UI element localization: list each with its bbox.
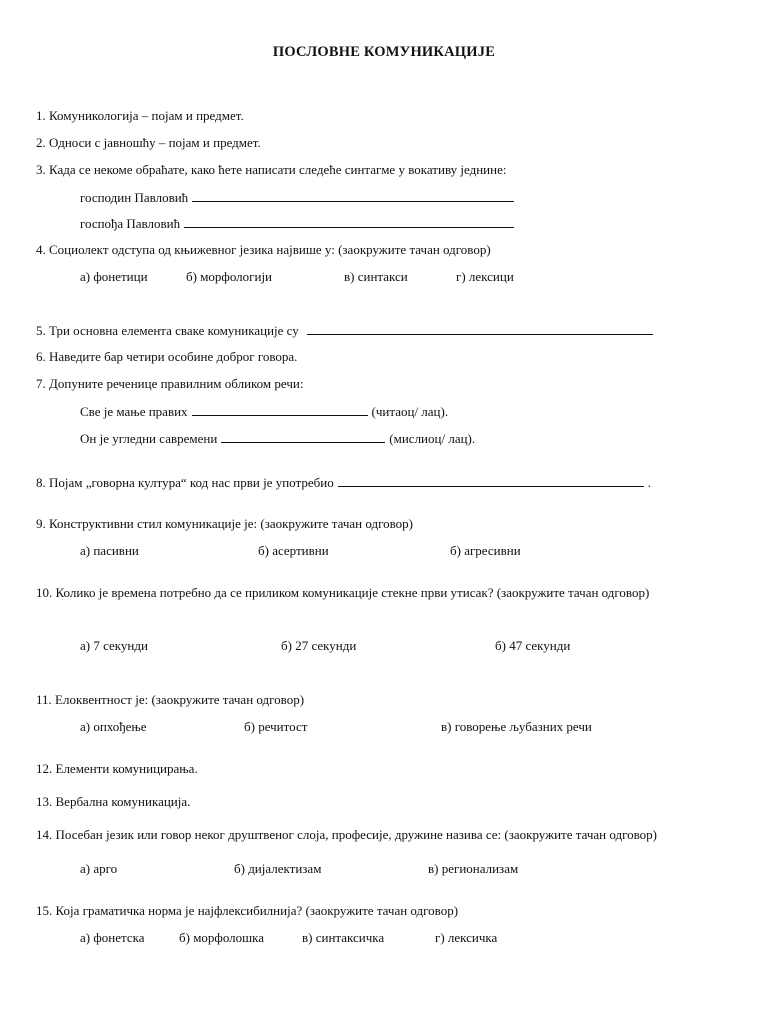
question-3-item-b (80, 215, 518, 232)
question-7-item-b-hint: (мислиоц/ лац). (389, 431, 476, 446)
question-14-option-c[interactable]: в) регионализам (428, 861, 519, 876)
question-7: 7. Допуните реченице правилним обликом речи: (36, 376, 304, 391)
question-4: 4. Социолект одступа од књижевног језика највише у: (заокружите тачан одговор) (36, 242, 491, 257)
question-7-item-a-text: Све је мање правих (80, 404, 188, 419)
question-10-option-a[interactable]: а) 7 секунди (80, 638, 148, 653)
question-15: 15. Која граматичка норма је најфлексибилнија? (заокружите тачан одговор) (36, 903, 459, 918)
question-15-option-b[interactable]: б) морфолошка (179, 930, 265, 945)
question-11-option-c[interactable]: в) говорење љубазних речи (441, 719, 592, 734)
question-14-option-b[interactable]: б) дијалектизам (234, 861, 322, 876)
question-7-item-b-text: Он је угледни савремени (80, 431, 218, 446)
question-10-option-c[interactable]: б) 47 секунди (495, 638, 571, 653)
question-12: 12. Елементи комуницирања. (36, 761, 198, 776)
question-1: 1. Комуникологија – појам и предмет. (36, 108, 244, 123)
question-15-option-d[interactable]: г) лексичка (435, 930, 498, 945)
answer-blank[interactable] (184, 215, 514, 228)
question-9: 9. Конструктивни стил комуникације је: (заокружите тачан одговор) (36, 516, 413, 531)
question-4-option-d[interactable]: г) лексици (456, 269, 514, 284)
question-4-option-a[interactable]: а) фонетици (80, 269, 148, 284)
question-14: 14. Посебан језик или говор неког друштвеног слоја, професије, дружине назива се: (заокружите тачан одговор) (36, 827, 657, 842)
question-11: 11. Елоквентност је: (заокружите тачан одговор) (36, 692, 305, 707)
answer-blank[interactable] (221, 430, 385, 443)
question-10: 10. Колико је времена потребно да се приликом комуникације стекне први утисак? (заокружите тачан одговор) (36, 585, 650, 600)
question-7-item-a-hint: (читаоц/ лац). (371, 404, 449, 419)
question-4-option-b[interactable]: б) морфологији (186, 269, 273, 284)
question-4-option-c[interactable]: в) синтакси (344, 269, 408, 284)
question-11-option-a[interactable]: а) опхођење (80, 719, 147, 734)
question-3-item-a-label: господин Павловић (80, 190, 189, 205)
question-9-option-c[interactable]: б) агресивни (450, 543, 521, 558)
answer-blank[interactable] (192, 189, 514, 202)
question-15-option-c[interactable]: в) синтаксичка (302, 930, 385, 945)
question-3-item-b-label: госпођа Павловић (80, 216, 181, 231)
question-10-option-b[interactable]: б) 27 секунди (281, 638, 357, 653)
question-2: 2. Односи с јавношћу – појам и предмет. (36, 135, 261, 150)
answer-blank[interactable] (192, 403, 368, 416)
question-3: 3. Када се некоме обраћате, како ћете написати следеће синтагме у вокативу једнине: (36, 162, 507, 177)
question-7-item-b (80, 430, 475, 447)
question-8-text: 8. Појам „говорна култура“ код нас први је употребио (36, 475, 334, 490)
question-14-option-a[interactable]: а) арго (80, 861, 118, 876)
question-3-item-a (80, 189, 518, 206)
question-13: 13. Вербална комуникација. (36, 794, 191, 809)
answer-blank[interactable] (338, 474, 644, 487)
question-9-option-b[interactable]: б) асертивни (258, 543, 329, 558)
question-5 (36, 322, 657, 339)
question-8 (36, 474, 651, 491)
answer-blank[interactable] (307, 322, 653, 335)
question-6: 6. Наведите бар четири особине доброг говора. (36, 349, 298, 364)
question-5-text: 5. Три основна елемента сваке комуникације су (36, 323, 299, 338)
page-title: ПОСЛОВНЕ КОМУНИКАЦИЈЕ (272, 44, 496, 60)
question-7-item-a (80, 403, 448, 420)
question-11-option-b[interactable]: б) речитост (244, 719, 308, 734)
question-15-option-a[interactable]: а) фонетска (80, 930, 145, 945)
question-8-end: . (647, 475, 651, 490)
question-9-option-a[interactable]: а) пасивни (80, 543, 139, 558)
